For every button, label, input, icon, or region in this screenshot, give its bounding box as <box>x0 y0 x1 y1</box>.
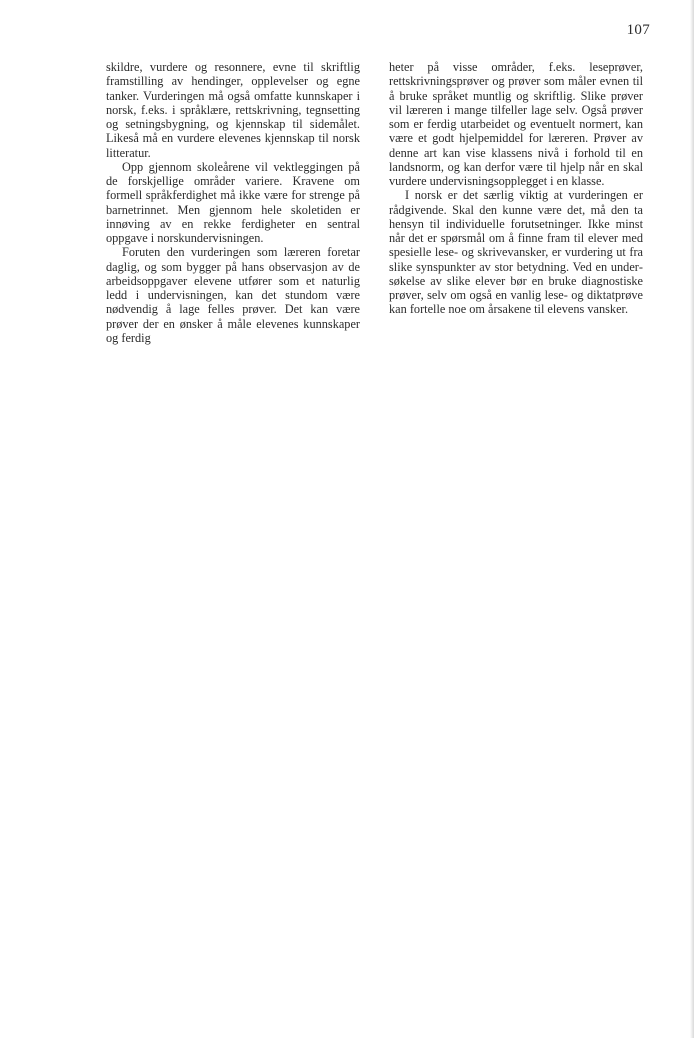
paragraph: heter på visse områder, f.eks. leseprøver, rettskrivningsprøver og prøver som måler evnen til å bruke språket muntlig og skriftlig. Slike prøver vil læreren i mange tilfeller lage selv. Også prøver som er ferdig utarbeidet og eventuelt normert, kan være et godt hjelpemiddel for læreren. Prøver av denne art kan vise klassens nivå i forhold til en landsnorm, og kan derfor være til hjelp når en skal vurdere undervisningsopplegget i en klasse. <box>389 60 643 188</box>
text-column-right <box>389 60 643 317</box>
paragraph: skildre, vurdere og resonnere, evne til skriftlig framstilling av hendinger, opplevelser og egne tanker. Vurderingen må også omfatte kunnskaper i norsk, f.eks. i språklære, rettskrivning, tegnsetting og setningsbygning, og kjennskap til sidemålet. Likeså må en vurdere elevenes kjennskap til norsk litteratur. <box>106 60 360 160</box>
text-column-left <box>106 60 360 345</box>
paragraph: Opp gjennom skoleårene vil vektleggingen på de forskjellige områder variere. Kravene om formell språkferdighet må ikke være for strenge på barnetrinnet. Men gjennom hele skoletiden er innøving av en rekke ferdigheter en sentral oppgave i norskundervisningen. <box>106 159 360 245</box>
page-edge-shadow <box>690 0 694 1038</box>
page-number: 107 <box>626 22 650 38</box>
paragraph: Foruten den vurderingen som læreren foretar daglig, og som bygger på hans observasjon av de arbeidsoppgaver elevene utfører som et naturlig ledd i undervisningen, kan det stundom være nødvendig å lage felles prøver. Det kan være prøver der en ønsker å måle elevenes kunnskaper og ferdig <box>106 245 360 345</box>
paragraph: I norsk er det særlig viktig at vurderingen er rådgivende. Skal den kunne være det, må den ta hensyn til individuelle forutsetninger. Ikke minst når det er spørsmål om å finne fram til elever med spesielle lese- og skrivevansker, er vurdering ut fra slike synspunkter av stor betydning. Ved en undersøkelse av slike elever bør en bruke diagnostiske prøver, selv om også en vanlig lese- og diktatprøve kan fortelle noe om årsakene til elevens vansker. <box>389 188 643 317</box>
